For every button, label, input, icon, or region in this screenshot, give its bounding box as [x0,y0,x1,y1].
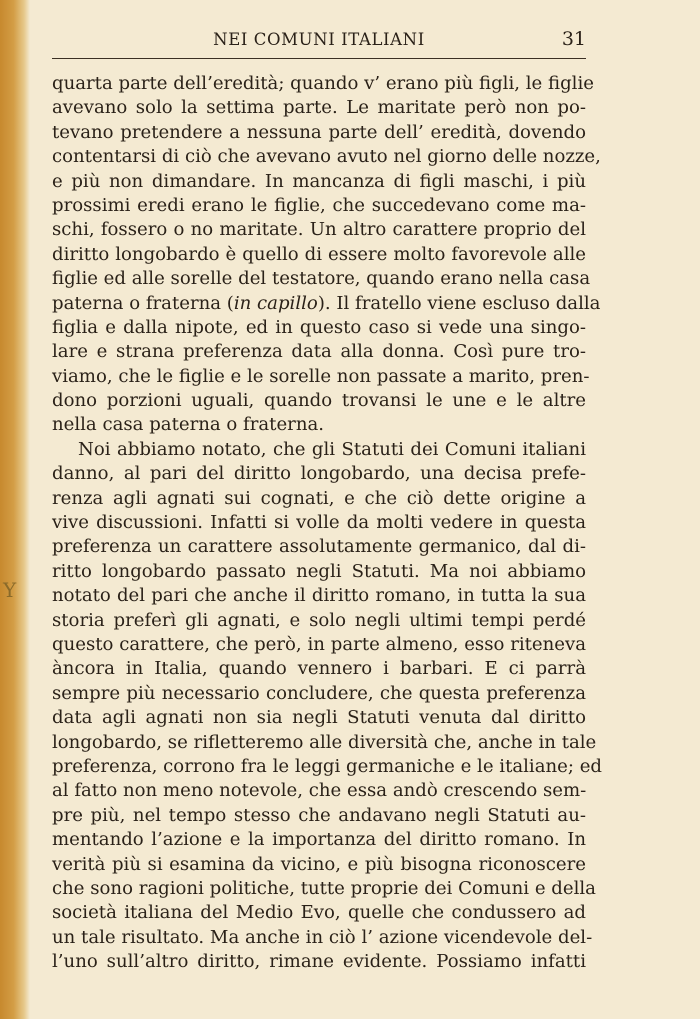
text-line: diritto longobardo è quello di essere molto favorevole alle [52,243,586,265]
text-line: e più non dimandare. In mancanza di figli maschi, i più [52,170,586,192]
running-title: NEI COMUNI ITALIANI [213,30,425,49]
text-line: sempre più necessario concludere, che questa preferenza [52,682,586,704]
text-line: dono porzioni uguali, quando trovansi le une e le altre [52,390,586,412]
text-line: l’uno sull’altro diritto, rimane evidente. Possiamo infatti [52,951,586,973]
text-line: al fatto non meno notevole, che essa andò crescendo sem- [52,780,587,802]
text-line: storia preferì gli agnati, e solo negli ultimi tempi perdé [52,609,586,631]
text-line: danno, al pari del diritto longobardo, una decisa prefe- [52,463,586,485]
body-text [52,72,603,974]
text-line: figlie ed alle sorelle del testatore, quando erano nella casa [52,268,591,290]
text-line: figlia e dalla nipote, ed in questo caso si vede una singo- [52,316,586,338]
text-line: tevano pretendere a nessuna parte dell’ eredità, dovendo [52,121,586,143]
text-line: prossimi eredi erano le figlie, che succedevano come ma- [52,194,586,216]
latin-phrase: in capillo [233,292,318,314]
text-line: longobardo, se rifletteremo alle diversità che, anche in tale [52,731,597,753]
text-line: mentando l’azione e la importanza del diritto romano. In [52,829,586,851]
text-line: preferenza un carattere assolutamente germanico, dal di- [52,536,586,558]
text-line: viamo, che le figlie e le sorelle non passate a marito, pren- [52,365,590,387]
text-line: schi, fossero o no maritate. Un altro carattere proprio del [52,219,586,241]
text-line: verità più si esamina da vicino, e più bisogna riconoscere [52,853,586,875]
text-line: ritto longobardo passato negli Statuti. Ma noi abbiamo [52,560,586,582]
text-line: pre più, nel tempo stesso che andavano negli Statuti au- [52,804,586,826]
text-line: vive discussioni. Infatti si volle da molti vedere in questa [52,512,586,534]
header-rule [52,58,586,59]
text-line: àncora in Italia, quando vennero i barbari. E ci parrà [52,658,586,680]
text-line: lare e strana preferenza data alla donna. Così pure tro- [52,341,586,363]
page-number: 31 [561,28,586,50]
text-line: preferenza, corrono fra le leggi germaniche e le italiane; ed [52,755,603,777]
page-header [52,26,586,60]
text-line: quarta parte dell’eredità; quando v’ erano più figli, le figlie [52,73,594,94]
text-line: Noi abbiamo notato, che gli Statuti dei Comuni italiani [78,438,586,460]
text-line: notato del pari che anche il diritto romano, in tutta la sua [52,585,586,607]
text-line: data agli agnati non sia negli Statuti venuta dal diritto [52,707,586,729]
text-line: che sono ragioni politiche, tutte proprie dei Comuni e della [52,877,596,899]
text-line: un tale risultato. Ma anche in ciò l’ azione vicendevole del- [52,926,593,948]
text-line: avevano solo la settima parte. Le maritate però non po- [52,97,586,119]
text-line: renza agli agnati sui cognati, e che ciò dette origine a [52,487,586,509]
text-line: nella casa paterna o fraterna. [52,414,325,436]
text-line: società italiana del Medio Evo, quelle che condussero ad [52,902,586,924]
text-line: contentarsi di ciò che avevano avuto nel giorno delle nozze, [52,146,601,168]
page-edge [0,0,30,1019]
text-line: questo carattere, che però, in parte almeno, esso riteneva [52,633,586,655]
margin-mark: Y [3,578,17,602]
text-line: paterna o fraterna (in capillo). Il fratello viene escluso dalla [52,292,601,314]
